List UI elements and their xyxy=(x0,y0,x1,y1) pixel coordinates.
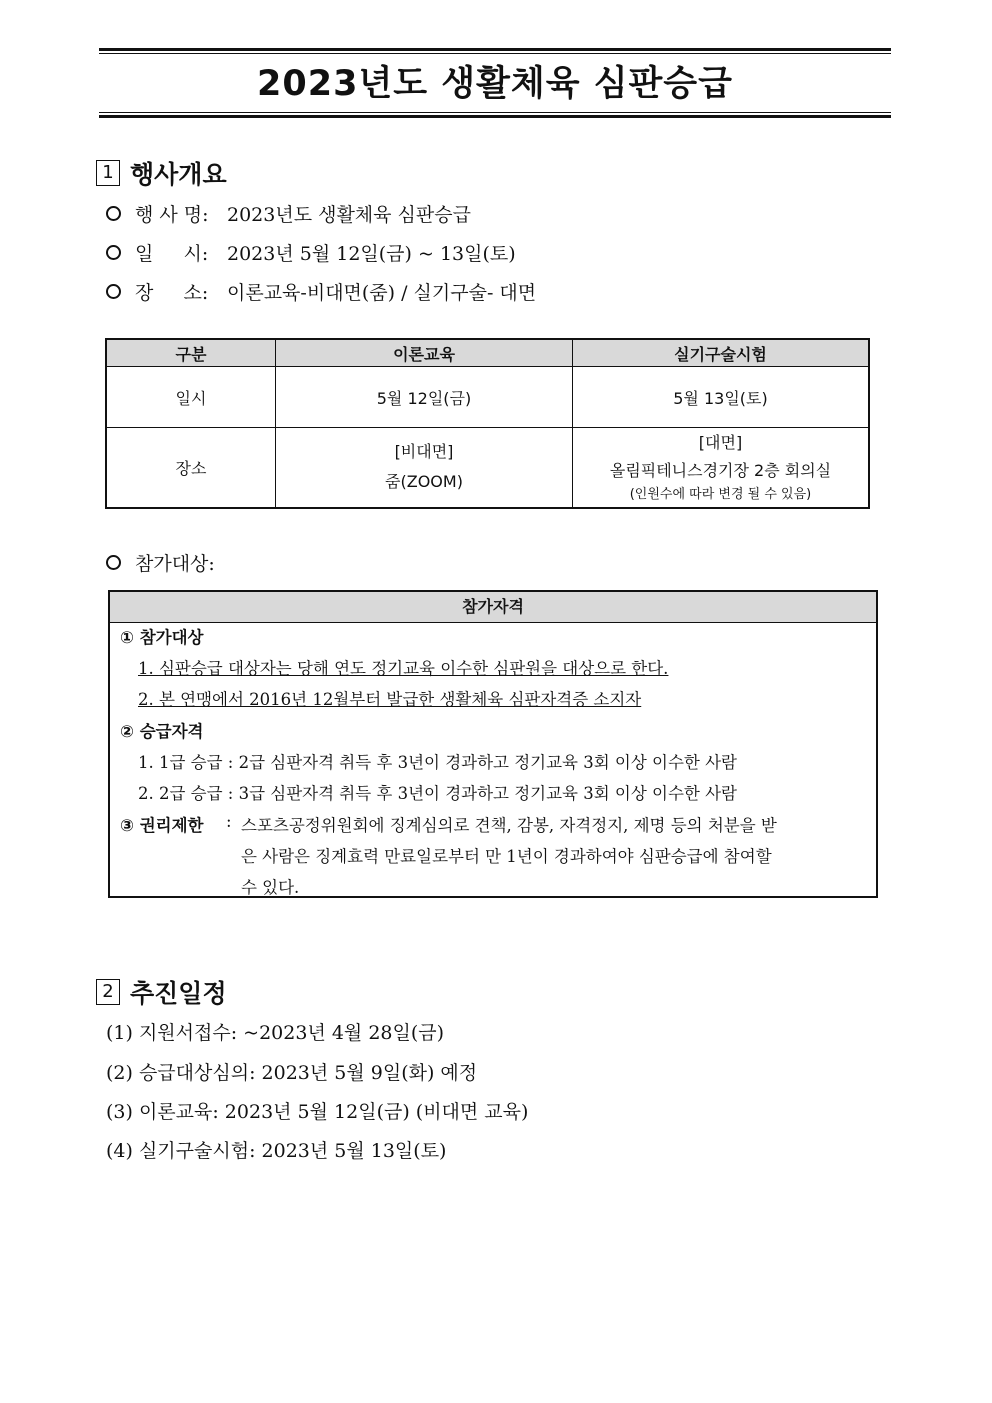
qual-subheading: ① 참가대상 xyxy=(120,628,204,647)
qualification-box xyxy=(108,590,878,898)
qual-item: 2. 본 연맹에서 2016년 12월부터 발급한 생활체육 심판자격증 소지자 xyxy=(138,690,642,709)
overview-label: 장 소: xyxy=(135,282,209,304)
cell-note: (인원수에 따라 변경 될 수 있음) xyxy=(629,487,812,503)
table-header-cell: 이론교육 xyxy=(276,339,573,367)
qualification-header: 참가자격 xyxy=(110,592,876,623)
qual-item: 1. 심판승급 대상자는 당해 연도 정기교육 이수한 심판원을 대상으로 한다. xyxy=(138,659,669,678)
document-title: 2023년도 생활체육 심판승급 xyxy=(257,64,733,104)
overview-value: 2023년 5월 12일(금) ~ 13일(토) xyxy=(227,243,516,265)
qual-item: 2. 2급 승급 : 3급 심판자격 취득 후 3년이 경과하고 정기교육 3회 이상 이수한 사람 xyxy=(138,784,737,803)
table-header-cell: 실기구술시험 xyxy=(573,339,870,367)
section-2-heading xyxy=(96,974,227,1010)
target-row xyxy=(106,549,215,576)
table-header-cell: 구분 xyxy=(106,339,276,367)
qual-item: 1. 1급 승급 : 2급 심판자격 취득 후 3년이 경과하고 정기교육 3회 이상 이수한 사람 xyxy=(138,753,737,772)
schedule-item: (1) 지원서접수: ~2023년 4월 28일(금) xyxy=(106,1022,445,1044)
overview-label: 행 사 명: xyxy=(135,204,209,226)
circle-bullet-icon xyxy=(106,206,121,221)
qual-separator: : xyxy=(226,812,232,831)
qual-subheading: ② 승급자격 xyxy=(120,722,204,741)
table-cell: 5월 12일(금) xyxy=(276,367,573,428)
overview-value: 이론교육-비대면(줌) / 실기구술- 대면 xyxy=(227,282,537,304)
table-row xyxy=(106,367,869,428)
section-1-heading xyxy=(96,155,227,191)
circle-bullet-icon xyxy=(106,555,121,570)
overview-row-date xyxy=(106,239,516,266)
title-rule-top-thick xyxy=(99,48,891,51)
qual-item: 스포츠공정위원회에 징계심의로 견책, 감봉, 자격정지, 제명 등의 처분을 받 xyxy=(241,816,777,835)
qual-item: 은 사람은 징계효력 만료일로부터 만 1년이 경과하여야 심판승급에 참여할 xyxy=(241,847,772,866)
circle-bullet-icon xyxy=(106,284,121,299)
table-cell: 5월 13일(토) xyxy=(573,367,870,428)
title-rule-top-thin xyxy=(99,53,891,54)
table-cell: 일시 xyxy=(106,367,276,428)
table-header-row xyxy=(106,339,869,367)
cell-line: [대면] xyxy=(698,433,743,453)
overview-row-place xyxy=(106,278,536,305)
schedule-item: (3) 이론교육: 2023년 5월 12일(금) (비대면 교육) xyxy=(106,1101,529,1123)
title-box xyxy=(99,48,891,118)
circle-bullet-icon xyxy=(106,245,121,260)
table-cell: 장소 xyxy=(106,428,276,508)
schedule-item: (2) 승급대상심의: 2023년 5월 9일(화) 예정 xyxy=(106,1062,478,1084)
cell-line: 줌(ZOOM) xyxy=(385,472,463,492)
qual-subheading: ③ 권리제한 xyxy=(120,816,204,835)
title-rule-bottom-thick xyxy=(99,115,891,118)
cell-line: 올림픽테니스경기장 2층 회의실 xyxy=(609,461,832,481)
cell-line: [비대면] xyxy=(394,442,454,462)
overview-value: 2023년도 생활체육 심판승급 xyxy=(227,204,471,226)
section-1-title: 행사개요 xyxy=(130,160,227,189)
qual-item: 수 있다. xyxy=(241,878,300,897)
target-label: 참가대상: xyxy=(135,553,215,575)
table-cell xyxy=(276,428,573,508)
schedule-item: (4) 실기구술시험: 2023년 5월 13일(토) xyxy=(106,1140,447,1162)
schedule-table xyxy=(105,338,870,509)
table-row xyxy=(106,428,869,508)
section-1-number: 1 xyxy=(96,160,120,186)
section-2-number: 2 xyxy=(96,979,120,1005)
overview-label: 일 시: xyxy=(135,243,209,265)
section-2-title: 추진일정 xyxy=(130,979,227,1008)
title-rule-bottom-thin xyxy=(99,112,891,113)
table-cell xyxy=(573,428,870,508)
overview-row-name xyxy=(106,200,471,227)
